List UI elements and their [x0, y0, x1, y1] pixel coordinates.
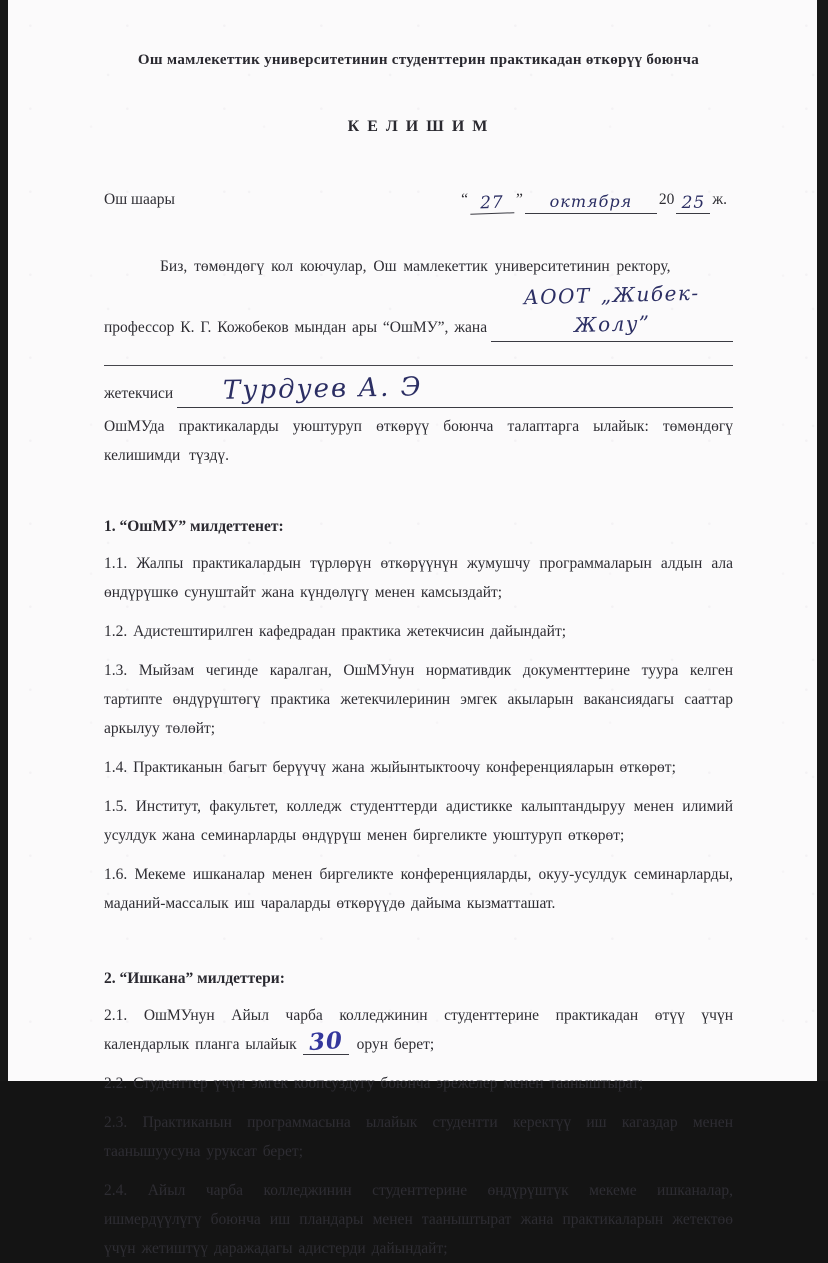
clause-2-1-suffix: орун берет;	[356, 1036, 435, 1053]
clause-1-6: 1.6. Мекеме ишканалар менен биргеликте конференцияларды, окуу-усулдук семинарларды, маданий-массалык иш чараларды өткөрүүдө дайыма кызматташат.	[104, 866, 733, 912]
document-title: К Е Л И Ш И М	[347, 118, 490, 135]
clause-2-2: 2.2. Студенттер үчүн эмгек коопсуздугу боюнча эрежелер менен тааныштырат;	[104, 1075, 644, 1092]
clause-1-5: 1.5. Институт, факультет, колледж студенттерди адистикке калыптандыруу менен илимий усулдук жана семинарларды өндүрүш менен биргеликте уюштуруп өткөрөт;	[104, 798, 733, 844]
handwritten-organization-name: АООТ „Жибек-Жолу”	[523, 280, 700, 337]
clause-1-1: 1.1. Жалпы практикалардын түрлөрүн өткөрүүнүн жумушчу программаларын алдын ала өндүрүшкө сунуштайт жана күндөлүгү менен камсыздайт;	[104, 555, 733, 601]
clause-1-4: 1.4. Практиканын багыт берүүчү жана жыйынтыктоочу конференцияларын өткөрөт;	[104, 759, 676, 776]
handwritten-day: 27	[479, 192, 505, 214]
scan-edge-left	[0, 0, 8, 1081]
date-open-quote: “	[461, 191, 469, 208]
intro-paragraph	[104, 252, 733, 342]
date-close-quote: ”	[516, 191, 523, 208]
era-mark: ж.	[712, 191, 727, 208]
leader-label: жетекчиси	[104, 385, 174, 402]
clause-1-3: 1.3. Мыйзам чегинде каралган, ОшМУнун нормативдик документтерине туура келген тартипте өндүрүштөгү практика жетекчилеринин эмгек акыларын вакансиядагы сааттар аркылуу төлөйт;	[104, 662, 733, 737]
clause-2-1-prefix: 2.1. ОшМУнун Айыл чарба колледжинин студенттерине практикадан өтүү үчүн календарлык планга ылайык	[104, 1007, 733, 1053]
scan-edge-right	[817, 0, 828, 1081]
intro-line-2	[104, 281, 733, 342]
document-page	[8, 0, 817, 1257]
blank-underline	[104, 365, 733, 366]
handwritten-places-count: 30	[307, 1026, 344, 1057]
leader-row	[104, 374, 733, 408]
clause-2-4: 2.4. Айыл чарба колледжинин студенттерине өндүрүштүк мекеме ишканалар, ишмердүүлүгү боюнча иш пландары менен тааныштырат жана практикаларын жетектөө үчүн жетиштүү даражадагы адистерди дайындайт;	[104, 1182, 733, 1257]
organization-name-field	[491, 281, 733, 342]
date-field	[461, 185, 727, 214]
year-prefix: 20	[658, 191, 675, 208]
clause-2-1	[104, 1001, 733, 1059]
clause-1-2: 1.2. Адистештирилген кафедрадан практика жетекчисин дайындайт;	[104, 623, 567, 640]
leader-name-field	[177, 374, 733, 408]
places-count-field	[303, 1026, 349, 1057]
handwritten-month: октября	[549, 192, 633, 211]
intro-line-1: Биз, төмөндөгү кол коючулар, Ош мамлекеттик университетинин ректору,	[160, 258, 671, 275]
document-subject-line: Ош мамлекеттик университетинин студенттерин практикадан өткөрүү боюнча	[137, 52, 700, 68]
intro-line-2-text: профессор К. Г. Кожобеков мындан ары “ОшМУ”, жана	[104, 319, 488, 336]
intro-closing: ОшМУда практикаларды уюштуруп өткөрүү боюнча талаптарга ылайык: төмөндөгү келишимди түздү.	[104, 418, 733, 464]
city-label: Ош шаары	[104, 191, 175, 208]
handwritten-leader-name: Турдуев А. Э	[222, 372, 424, 406]
section-2-heading: 2. “Ишкана” милдеттери:	[104, 970, 285, 987]
handwritten-year: 25	[681, 193, 706, 213]
city-date-row	[104, 185, 733, 214]
clause-2-3: 2.3. Практиканын программасына ылайык студентти керектүү иш кагаздар менен таанышуусуна уруксат берет;	[104, 1114, 733, 1160]
section-1-heading: 1. “ОшМУ” милдеттенет:	[104, 518, 284, 535]
